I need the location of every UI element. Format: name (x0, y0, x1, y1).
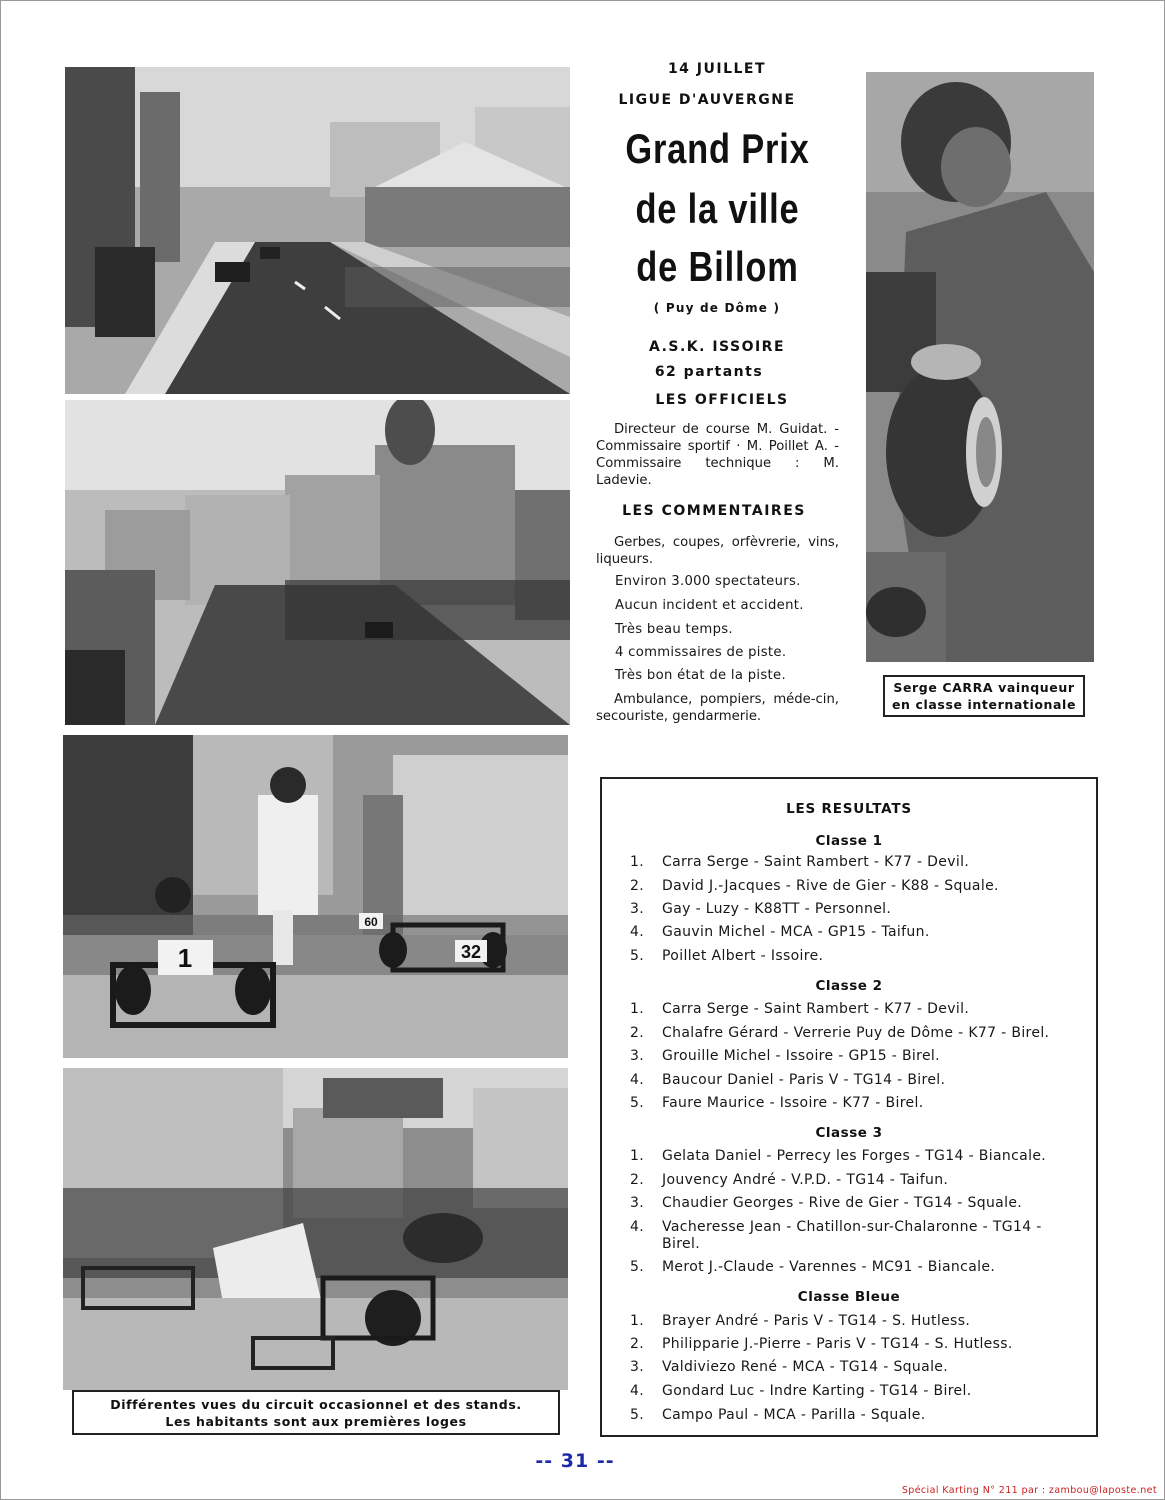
result-text: Grouille Michel - Issoire - GP15 - Birel. (662, 1048, 940, 1064)
result-text: Carra Serge - Saint Rambert - K77 - Devil. (662, 1001, 970, 1017)
result-text: Carra Serge - Saint Rambert - K77 - Devil. (662, 854, 970, 870)
league-name: LIGUE D'AUVERGNE (618, 92, 796, 108)
comments-services: Ambulance, pompiers, méde-cin, secouriste, gendarmerie. (596, 692, 839, 724)
comment-line-2: Aucun incident et accident. (615, 598, 804, 613)
comment-line-4: 4 commissaires de piste. (615, 645, 787, 660)
photo-street-race-top (65, 67, 570, 394)
result-pos: 4. (630, 1383, 645, 1399)
photo-paddock-stands (63, 1068, 568, 1390)
comments-gifts: Gerbes, coupes, orfèvrerie, vins, liqueurs. (596, 535, 839, 567)
comments-heading: LES COMMENTAIRES (622, 503, 806, 519)
result-text: David J.-Jacques - Rive de Gier - K88 - Squale. (662, 878, 999, 894)
result-text: Gelata Daniel - Perrecy les Forges - TG14 - Biancale. (662, 1148, 1047, 1164)
page-number: -- 31 -- (535, 1450, 615, 1472)
result-text: Baucour Daniel - Paris V - TG14 - Birel. (662, 1072, 946, 1088)
photo-caption-circuit (72, 1390, 560, 1435)
comment-line-3: Très beau temps. (615, 622, 733, 637)
photo-street-buildings (65, 400, 570, 725)
result-text: Poillet Albert - Issoire. (662, 948, 824, 964)
result-pos: 2. (630, 878, 645, 894)
result-pos: 3. (630, 1195, 645, 1211)
result-text: Gay - Luzy - K88TT - Personnel. (662, 901, 892, 917)
result-pos: 3. (630, 901, 645, 917)
result-text: Chaudier Georges - Rive de Gier - TG14 - Squale. (662, 1195, 1023, 1211)
organizing-club: A.S.K. ISSOIRE (648, 339, 786, 355)
entrants-count: 62 partants (654, 364, 764, 380)
result-pos: 5. (630, 948, 645, 964)
result-pos: 2. (630, 1172, 645, 1188)
photo-kart-grid (63, 735, 568, 1058)
result-text: Faure Maurice - Issoire - K77 - Birel. (662, 1095, 924, 1111)
result-pos: 4. (630, 1219, 645, 1235)
title-line-3: de Billom (636, 243, 799, 290)
result-pos: 5. (630, 1259, 645, 1275)
photo-winner-serge-carra (866, 72, 1094, 662)
footer-credit: Spécial Karting N° 211 par : zambou@laposte.net (901, 1485, 1157, 1496)
result-text: Gondard Luc - Indre Karting - TG14 - Birel. (662, 1383, 972, 1399)
comment-line-5: Très bon état de la piste. (615, 668, 786, 683)
comment-line-1: Environ 3.000 spectateurs. (615, 574, 801, 589)
result-pos: 5. (630, 1095, 645, 1111)
result-text: Brayer André - Paris V - TG14 - S. Hutless. (662, 1313, 971, 1329)
caption-line-2: Les habitants sont aux premières loges (165, 1414, 467, 1429)
results-box (600, 777, 1098, 1437)
event-date: 14 JUILLET (667, 61, 767, 77)
winner-caption-line-2: en classe internationale (891, 697, 1077, 712)
title-line-1: Grand Prix (625, 125, 810, 172)
class-3-heading: Classe 3 (815, 1125, 883, 1141)
result-pos: 3. (630, 1359, 645, 1375)
result-pos: 2. (630, 1025, 645, 1041)
event-region: ( Puy de Dôme ) (653, 301, 781, 315)
result-text: Philipparie J.-Pierre - Paris V - TG14 - S. Hutless. (662, 1336, 1013, 1352)
caption-line-1: Différentes vues du circuit occasionnel et des stands. (110, 1397, 522, 1412)
kart-number-60: 60 (364, 915, 378, 929)
results-title: LES RESULTATS (786, 801, 912, 817)
officials-text: Directeur de course M. Guidat. - Commissaire sportif · M. Poillet A. - Commissaire technique : M. Ladevie. (596, 422, 839, 488)
officials-heading: LES OFFICIELS (655, 392, 789, 408)
result-text: Campo Paul - MCA - Parilla - Squale. (662, 1407, 926, 1423)
result-pos: 3. (630, 1048, 645, 1064)
result-text: Merot J.-Claude - Varennes - MC91 - Biancale. (662, 1259, 996, 1275)
result-text: Chalafre Gérard - Verrerie Puy de Dôme - K77 - Birel. (662, 1025, 1050, 1041)
result-pos: 5. (630, 1407, 645, 1423)
kart-number-32: 32 (460, 942, 482, 962)
result-pos: 1. (630, 1001, 645, 1017)
kart-number-1: 1 (177, 943, 193, 973)
class-1-heading: Classe 1 (815, 833, 883, 849)
result-text: Jouvency André - V.P.D. - TG14 - Taifun. (662, 1172, 949, 1188)
title-line-2: de la ville (635, 185, 800, 232)
result-pos: 4. (630, 1072, 645, 1088)
photo-caption-winner (883, 675, 1085, 717)
result-pos: 1. (630, 1313, 645, 1329)
result-text: Valdiviezo René - MCA - TG14 - Squale. (662, 1359, 949, 1375)
result-pos: 2. (630, 1336, 645, 1352)
result-text: Vacheresse Jean - Chatillon-sur-Chalaronne - TG14 - Birel. (662, 1219, 1042, 1252)
result-pos: 1. (630, 854, 645, 870)
result-pos: 1. (630, 1148, 645, 1164)
winner-caption-line-1: Serge CARRA vainqueur (893, 680, 1075, 695)
result-text: Gauvin Michel - MCA - GP15 - Taifun. (662, 924, 930, 940)
result-pos: 4. (630, 924, 645, 940)
class-2-heading: Classe 2 (815, 978, 883, 994)
class-bleue-heading: Classe Bleue (797, 1289, 901, 1305)
